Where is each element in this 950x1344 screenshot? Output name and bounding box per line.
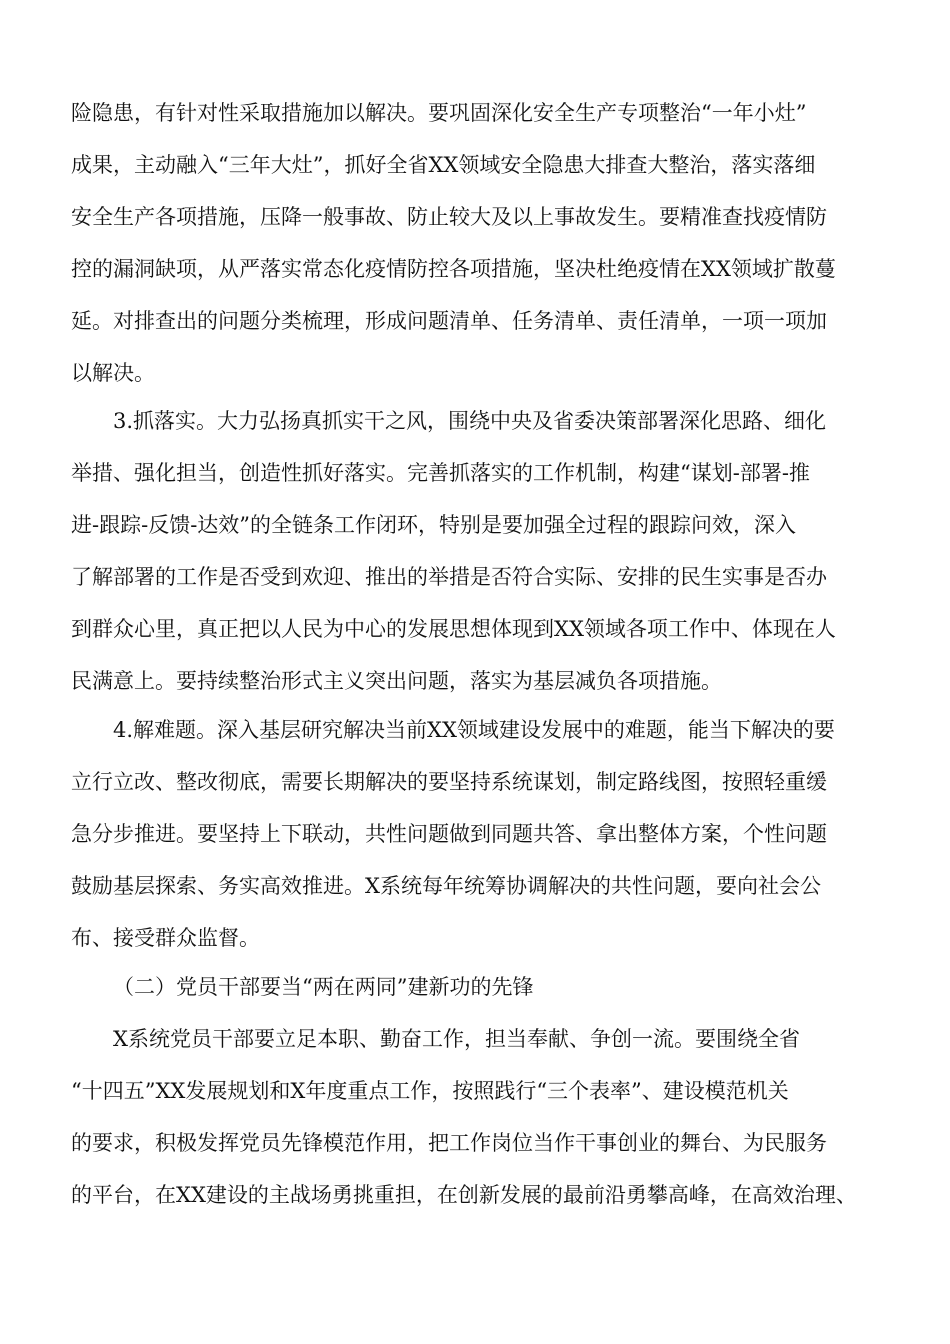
text-line: X系统党员干部要立足本职、勤奋工作，担当奉献、争创一流。要围绕全省 xyxy=(113,1027,800,1051)
text-line: 到群众心里，真正把以人民为中心的发展思想体现到XX领域各项工作中、体现在人 xyxy=(71,617,836,641)
text-line: 4.解难题。深入基层研究解决当前XX领域建设发展中的难题，能当下解决的要 xyxy=(113,718,835,742)
text-line: 进-跟踪-反馈-达效”的全链条工作闭环，特别是要加强全过程的跟踪问效，深入 xyxy=(71,513,797,537)
text-line: 民满意上。要持续整治形式主义突出问题，落实为基层减负各项措施。 xyxy=(71,669,722,693)
text-line: 举措、强化担当，创造性抓好落实。完善抓落实的工作机制，构建“谋划-部署-推 xyxy=(71,461,810,485)
text-line: 了解部署的工作是否受到欢迎、推出的举措是否符合实际、安排的民生实事是否办 xyxy=(71,565,827,589)
section-heading: （二）党员干部要当“两在两同”建新功的先锋 xyxy=(113,975,534,999)
text-line: 立行立改、整改彻底，需要长期解决的要坚持系统谋划，制定路线图，按照轻重缓 xyxy=(71,770,827,794)
text-line: 成果，主动融入“三年大灶”，抓好全省XX领域安全隐患大排查大整治，落实落细 xyxy=(71,153,816,177)
text-line: 险隐患，有针对性采取措施加以解决。要巩固深化安全生产专项整治“一年小灶” xyxy=(71,101,807,125)
text-line: 控的漏洞缺项，从严落实常态化疫情防控各项措施，坚决杜绝疫情在XX领域扩散蔓 xyxy=(71,257,836,281)
text-line: 鼓励基层探索、务实高效推进。X系统每年统筹协调解决的共性问题，要向社会公 xyxy=(71,874,821,898)
text-line: 延。对排查出的问题分类梳理，形成问题清单、任务清单、责任清单，一项一项加 xyxy=(71,309,827,333)
text-line: 急分步推进。要坚持上下联动，共性问题做到同题共答、拿出整体方案，个性问题 xyxy=(71,822,827,846)
text-line: “十四五”XX发展规划和X年度重点工作，按照践行“三个表率”、建设模范机关 xyxy=(71,1079,789,1103)
text-line: 的平台，在XX建设的主战场勇挑重担，在创新发展的最前沿勇攀高峰，在高效治理、 xyxy=(71,1183,857,1207)
text-line: 的要求，积极发挥党员先锋模范作用，把工作岗位当作干事创业的舞台、为民服务 xyxy=(71,1131,827,1155)
text-line: 以解决。 xyxy=(71,361,155,385)
text-line: 3.抓落实。大力弘扬真抓实干之风，围绕中央及省委决策部署深化思路、细化 xyxy=(113,409,827,433)
text-line: 安全生产各项措施，压降一般事故、防止较大及以上事故发生。要精准查找疫情防 xyxy=(71,205,827,229)
text-line: 布、接受群众监督。 xyxy=(71,926,260,950)
